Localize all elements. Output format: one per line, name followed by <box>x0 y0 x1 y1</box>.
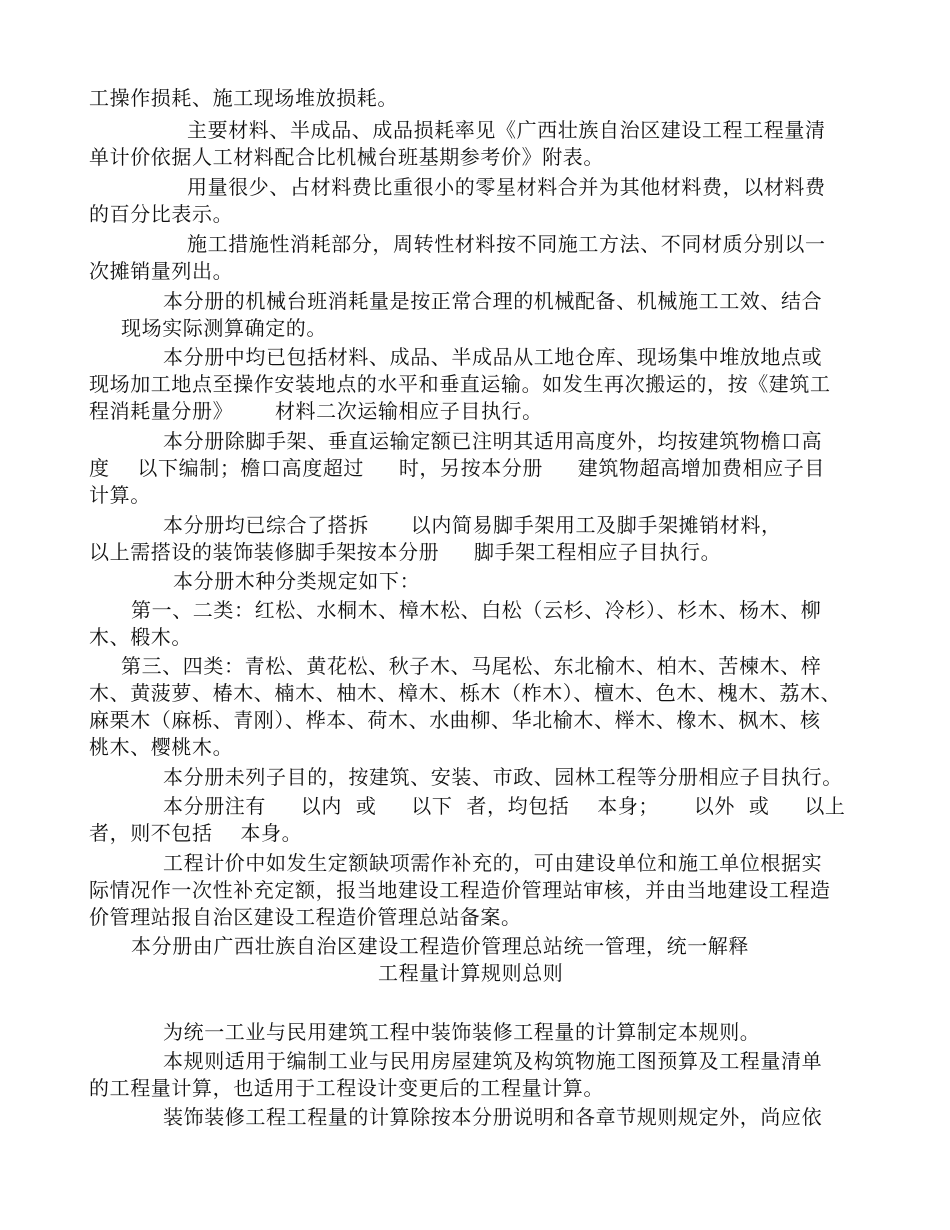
text-line: 用量很少、占材料费比重很小的零星材料合并为其他材料费，以材料费 <box>187 175 826 199</box>
text-line: 工程计价中如发生定额缺项需作补充的，可由建设单位和施工单位根据实 <box>163 851 823 875</box>
text-line: 为统一工业与民用建筑工程中装饰装修工程量的计算制定本规则。 <box>163 1020 761 1044</box>
text-line: 第一、二类：红松、水桐木、樟木松、白松（云杉、冷杉）、杉木、杨木、柳 <box>131 598 822 622</box>
text-line: 施工措施性消耗部分，周转性材料按不同施工方法、不同材质分别以一 <box>187 232 826 256</box>
text-line: 桃木、樱桃木。 <box>89 735 234 759</box>
text-line: 本分册未列子目的，按建筑、安装、市政、园林工程等分册相应子目执行。 <box>163 765 843 789</box>
text-line: 现场实际测算确定的。 <box>121 316 327 340</box>
text-line: 单计价依据人工材料配合比机械台班基期参考价》附表。 <box>89 145 604 169</box>
text-line: 程消耗量分册》 材料二次运输相应子目执行。 <box>89 399 543 423</box>
text-line: 的工程量计算，也适用于工程设计变更后的工程量计算。 <box>89 1076 604 1100</box>
text-line: 的百分比表示。 <box>89 202 234 226</box>
text-line: 度 以下编制；檐口高度超过 时，另按本分册 建筑物超高增加费相应子目 <box>89 456 826 480</box>
text-line: 际情况作一次性补充定额，报当地建设工程造价管理站审核，并由当地建设工程造 <box>89 878 831 902</box>
text-line: 主要材料、半成品、成品损耗率见《广西壮族自治区建设工程工程量清 <box>187 118 826 142</box>
section-heading: 工程量计算规则总则 <box>378 961 564 985</box>
text-line: 本分册中均已包括材料、成品、半成品从工地仓库、现场集中堆放地点或 <box>163 345 823 369</box>
text-line: 本分册的机械台班消耗量是按正常合理的机械配备、机械施工工效、结合 <box>163 289 823 313</box>
text-line: 本分册除脚手架、垂直运输定额已注明其适用高度外，均按建筑物檐口高 <box>163 429 823 453</box>
text-line: 价管理站报自治区建设工程造价管理总站备案。 <box>89 905 522 929</box>
text-line: 第三、四类：青松、黄花松、秋子木、马尾松、东北榆木、柏木、苦楝木、梓 <box>121 654 822 678</box>
text-line: 本分册均已综合了搭拆 以内简易脚手架用工及脚手架摊销材料， <box>163 513 782 537</box>
text-line: 以上需搭设的装饰装修脚手架按本分册 脚手架工程相应子目执行。 <box>89 540 722 564</box>
text-line: 本分册由广西壮族自治区建设工程造价管理总站统一管理，统一解释 <box>131 934 749 958</box>
text-line: 计算。 <box>89 483 151 507</box>
text-line: 本分册木种分类规定如下： <box>173 569 421 593</box>
text-line: 木、黄菠萝、椿木、楠木、柚木、樟木、栎木（柞木）、檀木、色木、槐木、荔木、 <box>89 681 842 705</box>
text-line: 木、椴木。 <box>89 625 192 649</box>
text-line: 者，则不包括 本身。 <box>89 821 303 845</box>
text-line: 本分册注有 以内 或 以下 者，均包括 本身； 以外 或 以上 <box>163 794 846 818</box>
text-line: 装饰装修工程工程量的计算除按本分册说明和各章节规则规定外，尚应依 <box>163 1105 823 1129</box>
text-line: 现场加工地点至操作安装地点的水平和垂直运输。如发生再次搬运的，按《建筑工 <box>89 372 831 396</box>
text-line: 麻栗木（麻栎、青刚）、桦本、荷木、水曲柳、华北榆木、榉木、橡木、枫木、核 <box>89 708 821 732</box>
text-line: 次摊销量列出。 <box>89 259 234 283</box>
text-line: 工操作损耗、施工现场堆放损耗。 <box>89 86 398 110</box>
text-line: 本规则适用于编制工业与民用房屋建筑及构筑物施工图预算及工程量清单 <box>163 1049 823 1073</box>
